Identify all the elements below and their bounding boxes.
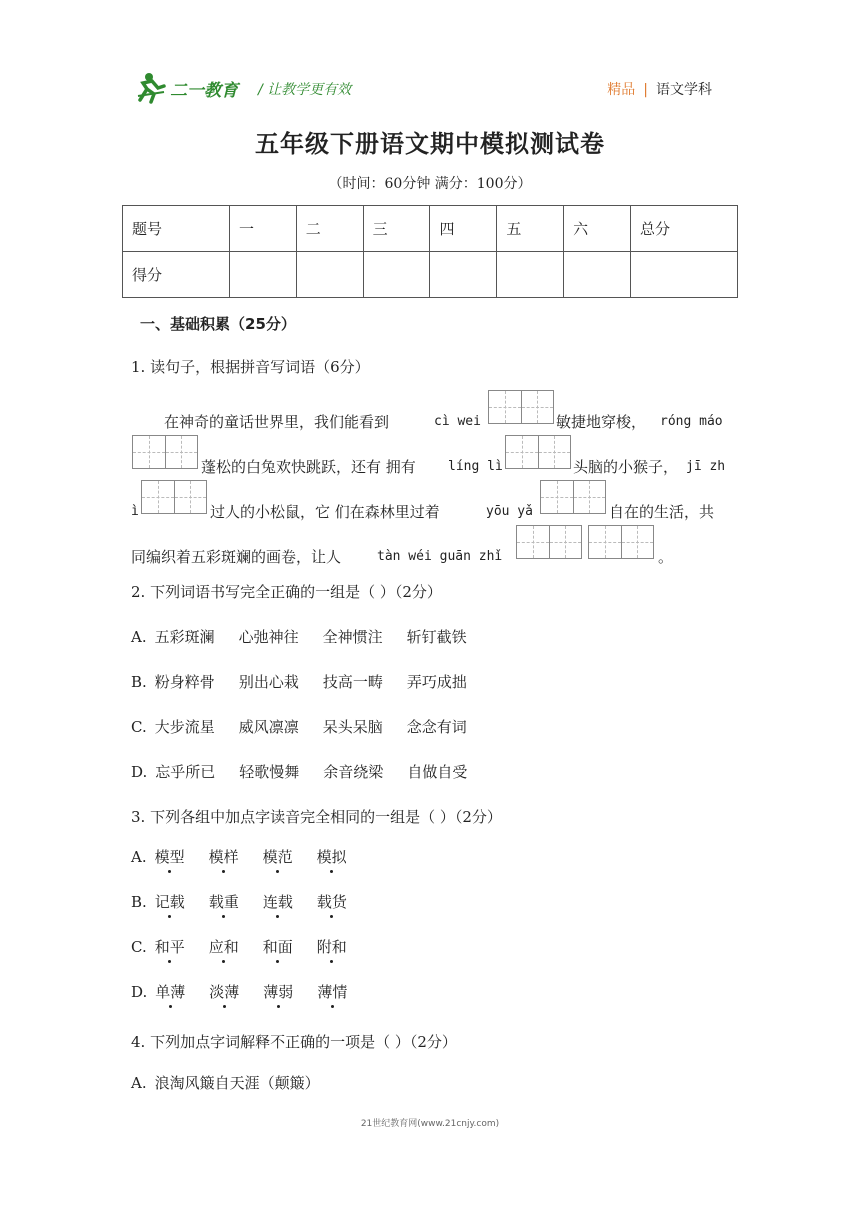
- q1-line2-text-b: 头脑的小猴子，: [573, 458, 679, 476]
- answer-grid[interactable]: [516, 525, 582, 559]
- exam-info: （时间：60分钟 满分：100分）: [328, 176, 532, 192]
- q1-line4-text: 同编织着五彩斑斓的画卷，让人: [131, 548, 342, 566]
- pinyin-you-ya: yōu yǎ: [486, 504, 533, 519]
- q1-line2-text: 蓬松的白兔欢快跳跃，还有 拥有: [201, 458, 416, 476]
- answer-grid[interactable]: [588, 525, 654, 559]
- score-header-cell: 四: [430, 206, 497, 252]
- score-cell: [564, 252, 631, 298]
- score-header-cell: 题号: [123, 206, 230, 252]
- footer-source: 21世纪教育网(www.21cnjy.com): [360, 1119, 500, 1129]
- q2-option-a[interactable]: A. 五彩斑澜 心弛神往 全神惯注 斩钉截铁: [131, 628, 467, 646]
- score-row-label: 得分: [123, 252, 230, 298]
- question-3-stem: 3. 下列各组中加点字读音完全相同的一组是（ ）（2分）: [131, 808, 502, 826]
- score-header-cell: 一: [229, 206, 296, 252]
- header-separator: |: [643, 82, 648, 98]
- answer-grid[interactable]: [505, 435, 571, 469]
- score-cell: [430, 252, 497, 298]
- pinyin-ji-zhi-end: ì: [131, 504, 139, 519]
- slogan: / 让教学更有效: [258, 82, 352, 98]
- score-table-score-row: [123, 252, 738, 298]
- q3-option-d[interactable]: D. 单薄 淡薄 薄弱 薄情: [131, 983, 348, 1001]
- pinyin-rong-mao: róng máo: [660, 414, 723, 429]
- q1-line3-text: 过人的小松鼠，它 们在森林里过着: [210, 503, 440, 521]
- answer-grid[interactable]: [540, 480, 606, 514]
- q2-option-c[interactable]: C. 大步流星 威风凛凛 呆头呆脑 念念有词: [131, 718, 467, 736]
- answer-grid[interactable]: [132, 435, 198, 469]
- q3-option-b[interactable]: B. 记载 载重 连载 载货: [131, 893, 347, 911]
- score-header-cell: 五: [497, 206, 564, 252]
- score-header-cell: 三: [363, 206, 430, 252]
- score-table-header-row: [123, 206, 738, 252]
- question-4-stem: 4. 下列加点字词解释不正确的一项是（ ）（2分）: [131, 1033, 457, 1051]
- q3-option-c[interactable]: C. 和平 应和 和面 附和: [131, 938, 347, 956]
- section-heading: 一、基础积累（25分）: [140, 315, 296, 333]
- subject-label: 语文学科: [656, 82, 712, 98]
- score-header-cell: 总分: [631, 206, 738, 252]
- question-1-stem: 1. 读句子，根据拼音写词语（6分）: [131, 358, 370, 376]
- q2-option-d[interactable]: D. 忘乎所已 轻歌慢舞 余音绕梁 自做自受: [131, 763, 468, 781]
- pinyin-ji-zhi: jī zh: [686, 459, 726, 474]
- score-table: [122, 205, 738, 298]
- score-header-cell: 六: [564, 206, 631, 252]
- q4-option-a[interactable]: A. 浪淘风簸自天涯（颠簸）: [131, 1074, 320, 1092]
- score-cell: [497, 252, 564, 298]
- answer-grid[interactable]: [141, 480, 207, 514]
- pinyin-ci-wei: cì wei: [434, 414, 481, 429]
- q2-option-b[interactable]: B. 粉身粹骨 别出心栽 技高一畴 弄巧成拙: [131, 673, 467, 691]
- q1-line3-text-b: 自在的生活，共: [609, 503, 715, 521]
- score-cell: [631, 252, 738, 298]
- answer-grid[interactable]: [488, 390, 554, 424]
- q1-line1-text-b: 敏捷地穿梭，: [556, 413, 647, 431]
- pinyin-tan-wei-guan-zhi: tàn wéi guān zhǐ: [377, 549, 503, 564]
- score-cell: [229, 252, 296, 298]
- q1-line4-end: 。: [658, 548, 674, 566]
- score-cell: [296, 252, 363, 298]
- score-cell: [363, 252, 430, 298]
- question-2-stem: 2. 下列词语书写完全正确的一组是（ ）（2分）: [131, 583, 442, 601]
- score-header-cell: 二: [296, 206, 363, 252]
- q3-option-a[interactable]: A. 模型 模样 模范 模拟: [131, 848, 347, 866]
- page-title: 五年级下册语文期中模拟测试卷: [255, 130, 605, 158]
- pinyin-ling-li: líng lì: [448, 459, 503, 474]
- q1-line1-text: 在神奇的童话世界里，我们能看到: [164, 413, 390, 431]
- header-right: [607, 79, 712, 99]
- logo-text: 二一教育: [170, 81, 238, 101]
- premium-badge: 精品: [607, 82, 636, 98]
